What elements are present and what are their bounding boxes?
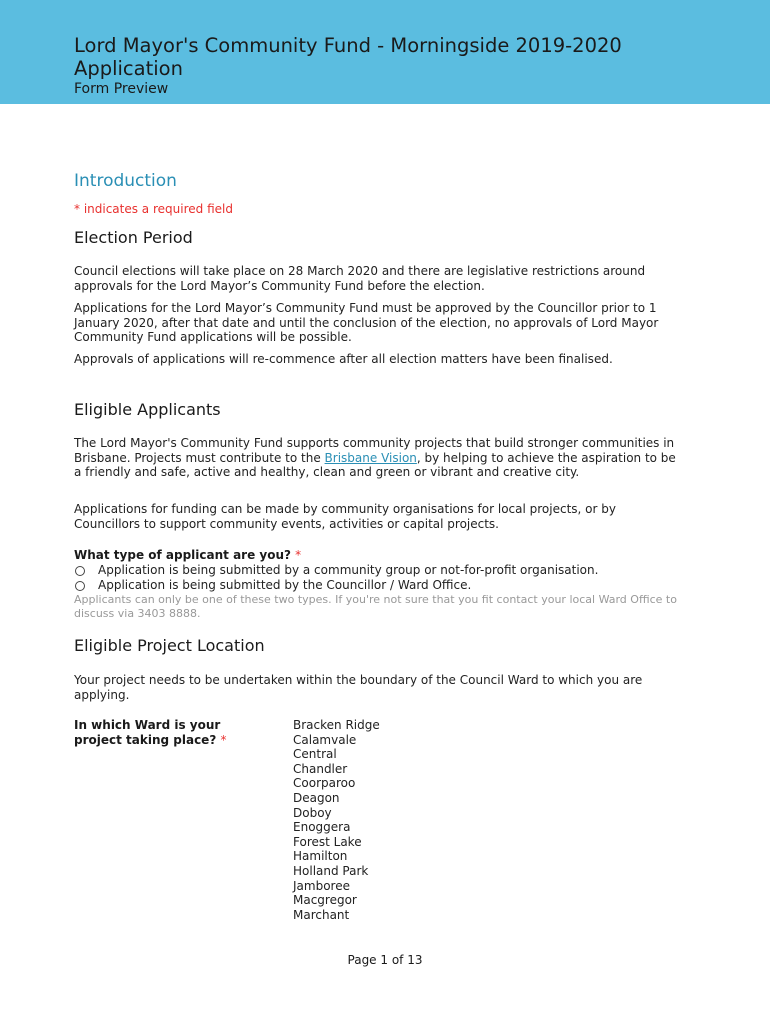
applicant-type-option-community[interactable] (74, 563, 598, 578)
section-title-project-location: Eligible Project Location (74, 636, 265, 655)
ward-options-list (293, 718, 380, 922)
ward-option[interactable]: Marchant (293, 907, 350, 922)
election-paragraph-2: Applications for the Lord Mayor’s Community Fund must be approved by the Councillor prior to 1 January 2020, after that date and until the conclusion of the election, no approvals of Lord Mayor Community Fund applications will be possible. (74, 301, 659, 345)
ward-option[interactable]: Deagon (293, 790, 340, 805)
ward-option[interactable]: Macgregor (293, 893, 357, 908)
section-title-election-period: Election Period (74, 228, 193, 247)
location-paragraph-1: Your project needs to be undertaken within the boundary of the Council Ward to which you are applying. (74, 673, 643, 702)
page-header (0, 0, 770, 104)
form-subtitle: Form Preview (74, 81, 169, 97)
ward-option[interactable]: Jamboree (293, 878, 350, 893)
applicants-paragraph-2: Applications for funding can be made by community organisations for local projects, or by Councillors to support community events, activities or capital projects. (74, 502, 616, 531)
required-marker: * (220, 732, 227, 747)
applicant-type-question: What type of applicant are you? * (74, 548, 302, 562)
election-paragraph-1: Council elections will take place on 28 March 2020 and there are legislative restrictions around approvals for the Lord Mayor’s Community Fund before the election. (74, 264, 646, 293)
page-number: Page 1 of 13 (347, 953, 423, 967)
applicant-type-option-councillor[interactable] (74, 578, 471, 593)
ward-option[interactable]: Enoggera (293, 820, 351, 835)
radio-button[interactable] (75, 581, 85, 591)
ward-option[interactable]: Chandler (293, 761, 348, 776)
ward-option[interactable]: Calamvale (293, 732, 357, 747)
ward-option[interactable]: Forest Lake (293, 834, 362, 849)
section-title-introduction: Introduction (74, 171, 177, 191)
ward-option[interactable]: Doboy (293, 805, 332, 820)
required-field-note: * indicates a required field (74, 202, 233, 216)
brisbane-vision-link[interactable]: Brisbane Vision (324, 450, 417, 465)
required-marker: * (295, 548, 302, 562)
radio-button[interactable] (75, 566, 85, 576)
option-label: Application is being submitted by a community group or not-for-profit organisation. (98, 563, 599, 578)
election-paragraph-3: Approvals of applications will re-commence after all election matters have been finalised. (74, 352, 613, 366)
ward-option[interactable]: Holland Park (293, 863, 369, 878)
applicant-type-help-text: Applicants can only be one of these two types. If you're not sure that you fit contact your local Ward Office to discuss via 3403 8888. (74, 593, 677, 620)
option-label: Application is being submitted by the Councillor / Ward Office. (98, 578, 472, 593)
ward-option[interactable]: Coorparoo (293, 776, 356, 791)
ward-option[interactable]: Hamilton (293, 849, 348, 864)
applicants-paragraph-1: The Lord Mayor's Community Fund supports community projects that build stronger communities in Brisbane. Projects must contribute to the Brisbane Vision, by helping to achieve the aspiration to be a friendly and safe, active and healthy, clean and green or vibrant and creative city. (74, 436, 676, 480)
ward-option[interactable]: Central (293, 747, 337, 762)
form-title: Lord Mayor's Community Fund - Morningside 2019-2020 Application (74, 34, 622, 80)
ward-question: In which Ward is your project taking place? * (74, 718, 227, 747)
ward-option[interactable]: Bracken Ridge (293, 718, 380, 732)
section-title-eligible-applicants: Eligible Applicants (74, 400, 221, 419)
